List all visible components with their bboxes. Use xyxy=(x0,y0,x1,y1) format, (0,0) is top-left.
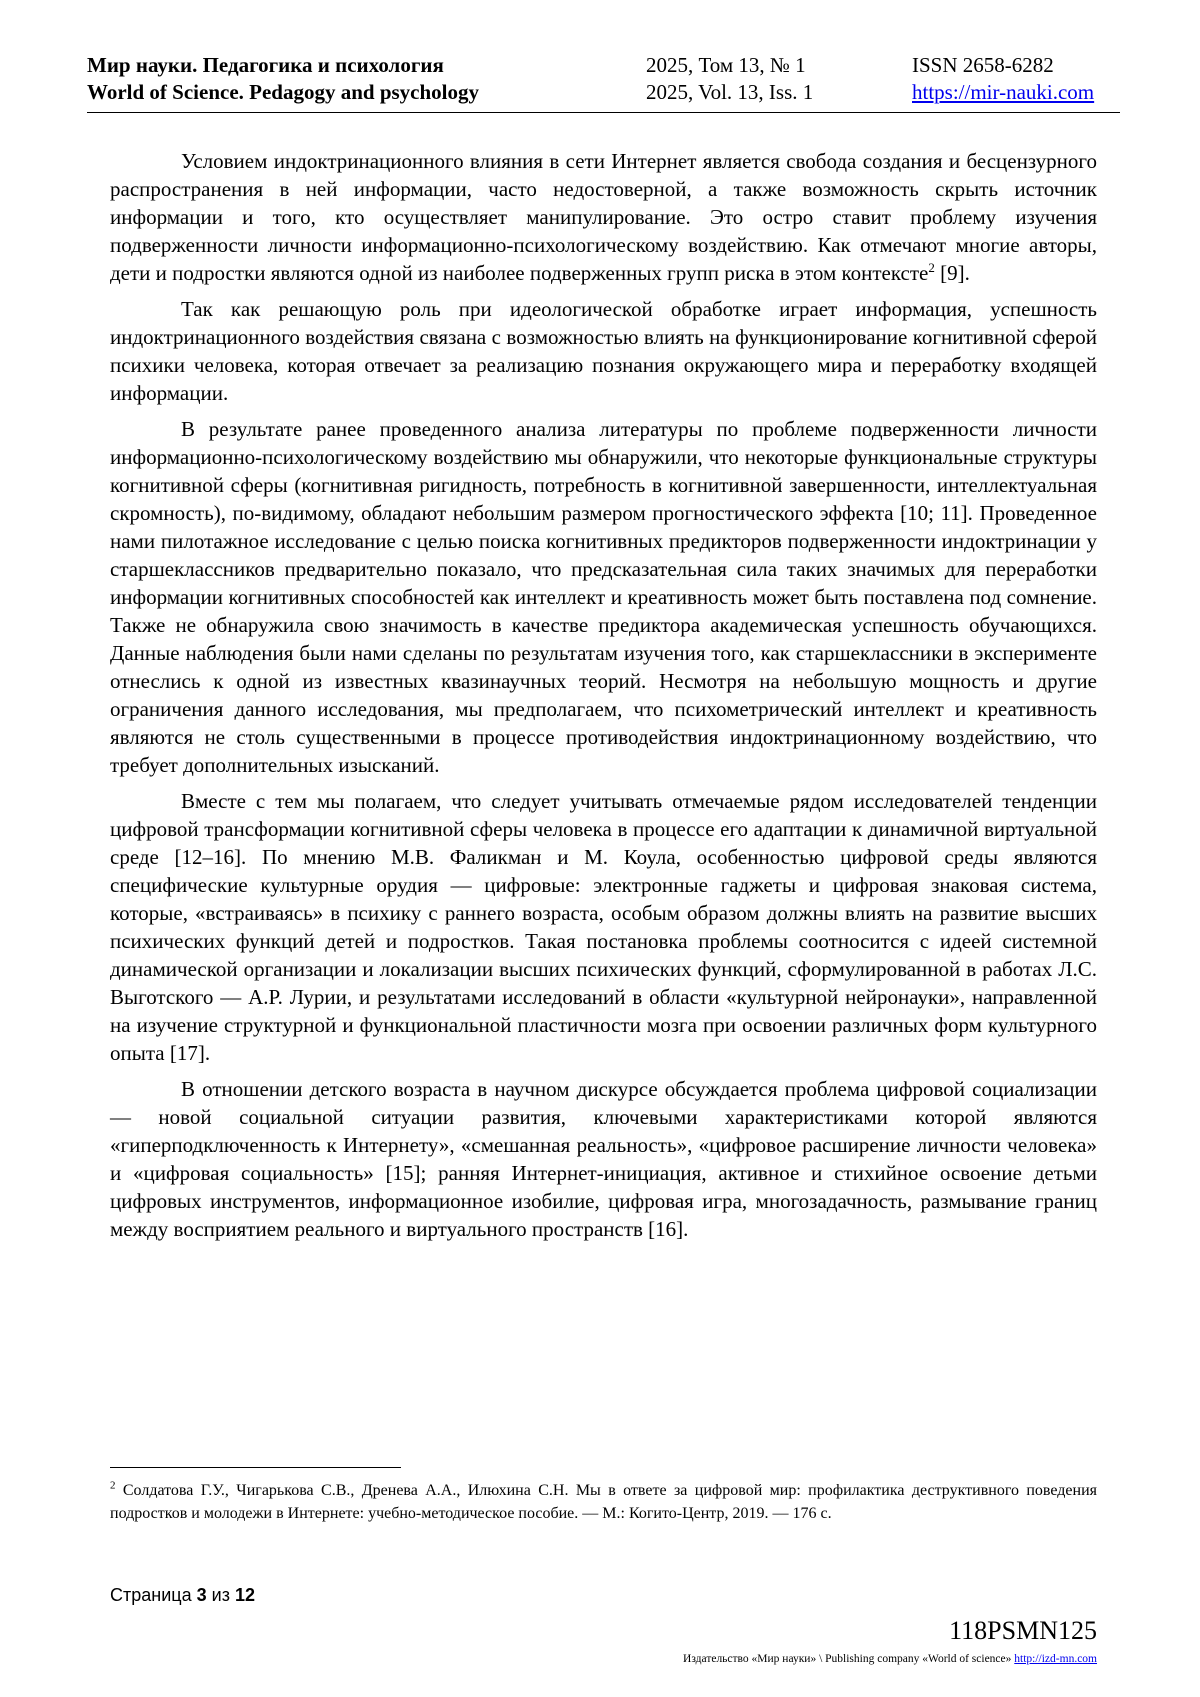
journal-title-block xyxy=(87,52,479,106)
publisher-url-link[interactable]: http://izd-mn.com xyxy=(1014,1653,1097,1665)
paragraph-5: В отношении детского возраста в научном дискурсе обсуждается проблема цифровой социализации — новой социальной ситуации развития, ключевыми характеристиками которой являются «гиперподключенность к Интернету», «смешанная реальность», «цифровое расширение личности человека» и «цифровая социальность» [15]; ранняя Интернет-инициация, активное и стихийное освоение детьми цифровых инструментов, информационное изобилие, цифровая игра, многозадачность, размывание границ между восприятием реального и виртуального пространств [16]. xyxy=(110,1077,1097,1241)
issn-block xyxy=(912,52,1094,106)
paragraph-4: Вместе с тем мы полагаем, что следует учитывать отмечаемые рядом исследователей тенденции цифровой трансформации когнитивной сферы человека в процессе его адаптации к динамичной виртуальной среде [12–16]. По мнению М.В. Фаликман и М. Коула, особенностью цифровой среды являются специфические культурные орудия — цифровые: электронные гаджеты и цифровая знаковая система, которые, «встраиваясь» в психику с раннего возраста, особым образом должны влиять на развитие высших психических функций детей и подростков. Такая постановка проблемы соотносится с идеей системной динамической организации и локализации высших психических функций, сформулированной в работах Л.С. Выготского — А.Р. Лурии, и результатами исследований в области «культурной нейронауки», направленной на изучение структурной и функциональной пластичности мозга при освоении различных форм культурного опыта [17]. xyxy=(110,789,1097,1065)
issue-info-block xyxy=(646,52,813,106)
publisher-text: Издательство «Мир науки» \ Publishing company «World of science» xyxy=(683,1653,1015,1665)
page-number xyxy=(110,1585,255,1606)
issue-ru: 2025, Том 13, № 1 xyxy=(646,53,806,77)
paragraph-2: Так как решающую роль при идеологической обработке играет информация, успешность индоктринационного воздействия связана с возможностью влиять на функционирование когнитивной сферой психики человека, которая отвечает за реализацию познания окружающего мира и переработку входящей информации. xyxy=(110,297,1097,405)
journal-title-ru: Мир науки. Педагогика и психология xyxy=(87,53,444,77)
issue-en: 2025, Vol. 13, Iss. 1 xyxy=(646,80,814,104)
footnote-divider xyxy=(110,1467,401,1468)
page-total: 12 xyxy=(234,1585,255,1605)
article-body xyxy=(110,147,1097,1251)
issn: ISSN 2658-6282 xyxy=(912,53,1054,77)
article-code: 118PSMN125 xyxy=(949,1616,1097,1645)
journal-url-link[interactable]: https://mir-nauki.com xyxy=(912,80,1095,104)
footnote xyxy=(110,1479,1097,1525)
paragraph-1-citation: [9]. xyxy=(934,261,970,285)
paragraph-1-text: Условием индоктринационного влияния в сети Интернет является свобода создания и бесцензурного распространения в ней информации, часто недостоверной, а также возможность скрыть источник информации и того, кто осуществляет манипулирование. Это остро ставит проблему изучения подверженности личности информационно-психологическому воздействию. Как отмечают многие авторы, дети и подростки являются одной из наиболее подверженных групп риска в этом контексте xyxy=(110,149,1097,285)
footnote-reference[interactable]: 2 xyxy=(928,260,935,275)
page-label: Страница xyxy=(110,1585,192,1605)
page-current: 3 xyxy=(196,1585,207,1605)
publisher-line xyxy=(683,1653,1097,1665)
journal-title-en: World of Science. Pedagogy and psychology xyxy=(87,80,480,104)
page-of: из xyxy=(211,1585,230,1605)
footnote-text: Солдатова Г.У., Чигарькова С.В., Дренева А.А., Илюхина С.Н. Мы в ответе за цифровой мир: профилактика деструктивного поведения подростков и молодежи в Интернете: учебно-методическое пособие. — М.: Когито-Центр, 2019. — 176 с. xyxy=(110,1482,1097,1522)
journal-header xyxy=(87,52,1120,113)
footnote-mark: 2 xyxy=(110,1479,116,1492)
paragraph-1 xyxy=(110,147,1097,287)
paragraph-3: В результате ранее проведенного анализа литературы по проблеме подверженности личности информационно-психологическому воздействию мы обнаружили, что некоторые функциональные структуры когнитивной сферы (когнитивная ригидность, потребность в когнитивной завершенности, интеллектуальная скромность), по-видимому, обладают небольшим размером прогностического эффекта [10; 11]. Проведенное нами пилотажное исследование с целью поиска когнитивных предикторов подверженности индоктринации у старшеклассников предварительно показало, что предсказательная сила таких значимых для переработки информации когнитивных способностей как интеллект и креативность может быть поставлена под сомнение. Также не обнаружила свою значимость в качестве предиктора академическая успешность обучающихся. Данные наблюдения были нами сделаны по результатам изучения того, как старшеклассники в эксперименте отнеслись к одной из известных квазинаучных теорий. Несмотря на небольшую мощность и другие ограничения данного исследования, мы предполагаем, что психометрический интеллект и креативность являются не столь существенными в процессе противодействия индоктринационному воздействию, что требует дополнительных изысканий. xyxy=(110,417,1097,777)
